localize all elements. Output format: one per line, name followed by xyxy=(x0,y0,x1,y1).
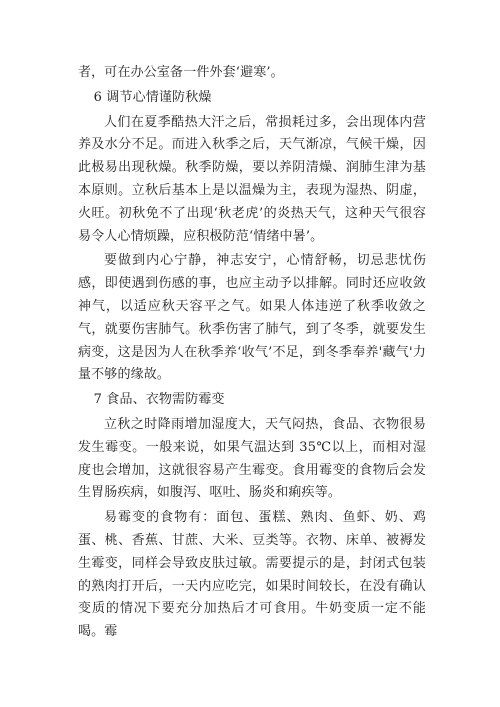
paragraph-mold-foods: 易霉变的食物有：面包、蛋糕、熟肉、鱼虾、奶、鸡蛋、桃、香蕉、甘蔗、大米、豆类等。衣物、床单、被褥发生霉变，同样会导致皮肤过敏。需要提示的是，封闭式包装的熟肉打开后，一天内应吃完，如果时间较长，在没有确认变质的情况下要充分加热后才可食用。牛奶变质一定不能喝。霉 xyxy=(78,510,426,640)
paragraph-mood: 要做到内心宁静，神志安宁，心情舒畅，切忌悲忧伤感，即使遇到伤感的事，也应主动予以排解。同时还应收敛神气，以适应秋天容平之气。如果人体违逆了秋季收敛之气，就要伤害肺气。秋季伤害了肺气，到了冬季，就要发生病变，这是因为人在秋季养‘收气’不足，到冬季奉养'藏气'力量不够的缘故。 xyxy=(78,253,426,383)
paragraph-continuation: 者，可在办公室备一件外套‘避寒’。 xyxy=(78,65,284,80)
paragraph-autumn-dryness: 人们在夏季酷热大汗之后，常损耗过多，会出现体内营养及水分不足。而进入秋季之后，天气渐凉，气候干燥，因此极易出现秋燥。秋季防燥，要以养阴清燥、润肺生津为基本原则。立秋后基本上是以温燥为主，表现为湿热、阴虚，火旺。初秋免不了出现‘秋老虎’的炎热天气，这种天气很容易令人心情烦躁，应积极防范‘情绪中暑’。 xyxy=(78,114,426,244)
section-heading-6: 6 调节心情谨防秋燥 xyxy=(93,89,212,105)
document-page xyxy=(78,62,426,644)
paragraph-mold-intro: 立秋之时降雨增加湿度大，天气闷热，食品、衣物很易发生霉变。一般来说，如果气温达到 35℃以上，而相对湿度也会增加，这就很容易产生霉变。食用霉变的食物后会发生胃肠疾病，如腹泻、呕吐、肠炎和痢疾等。 xyxy=(78,416,426,501)
section-heading-7: 7 食品、衣物需防霉变 xyxy=(93,392,225,408)
